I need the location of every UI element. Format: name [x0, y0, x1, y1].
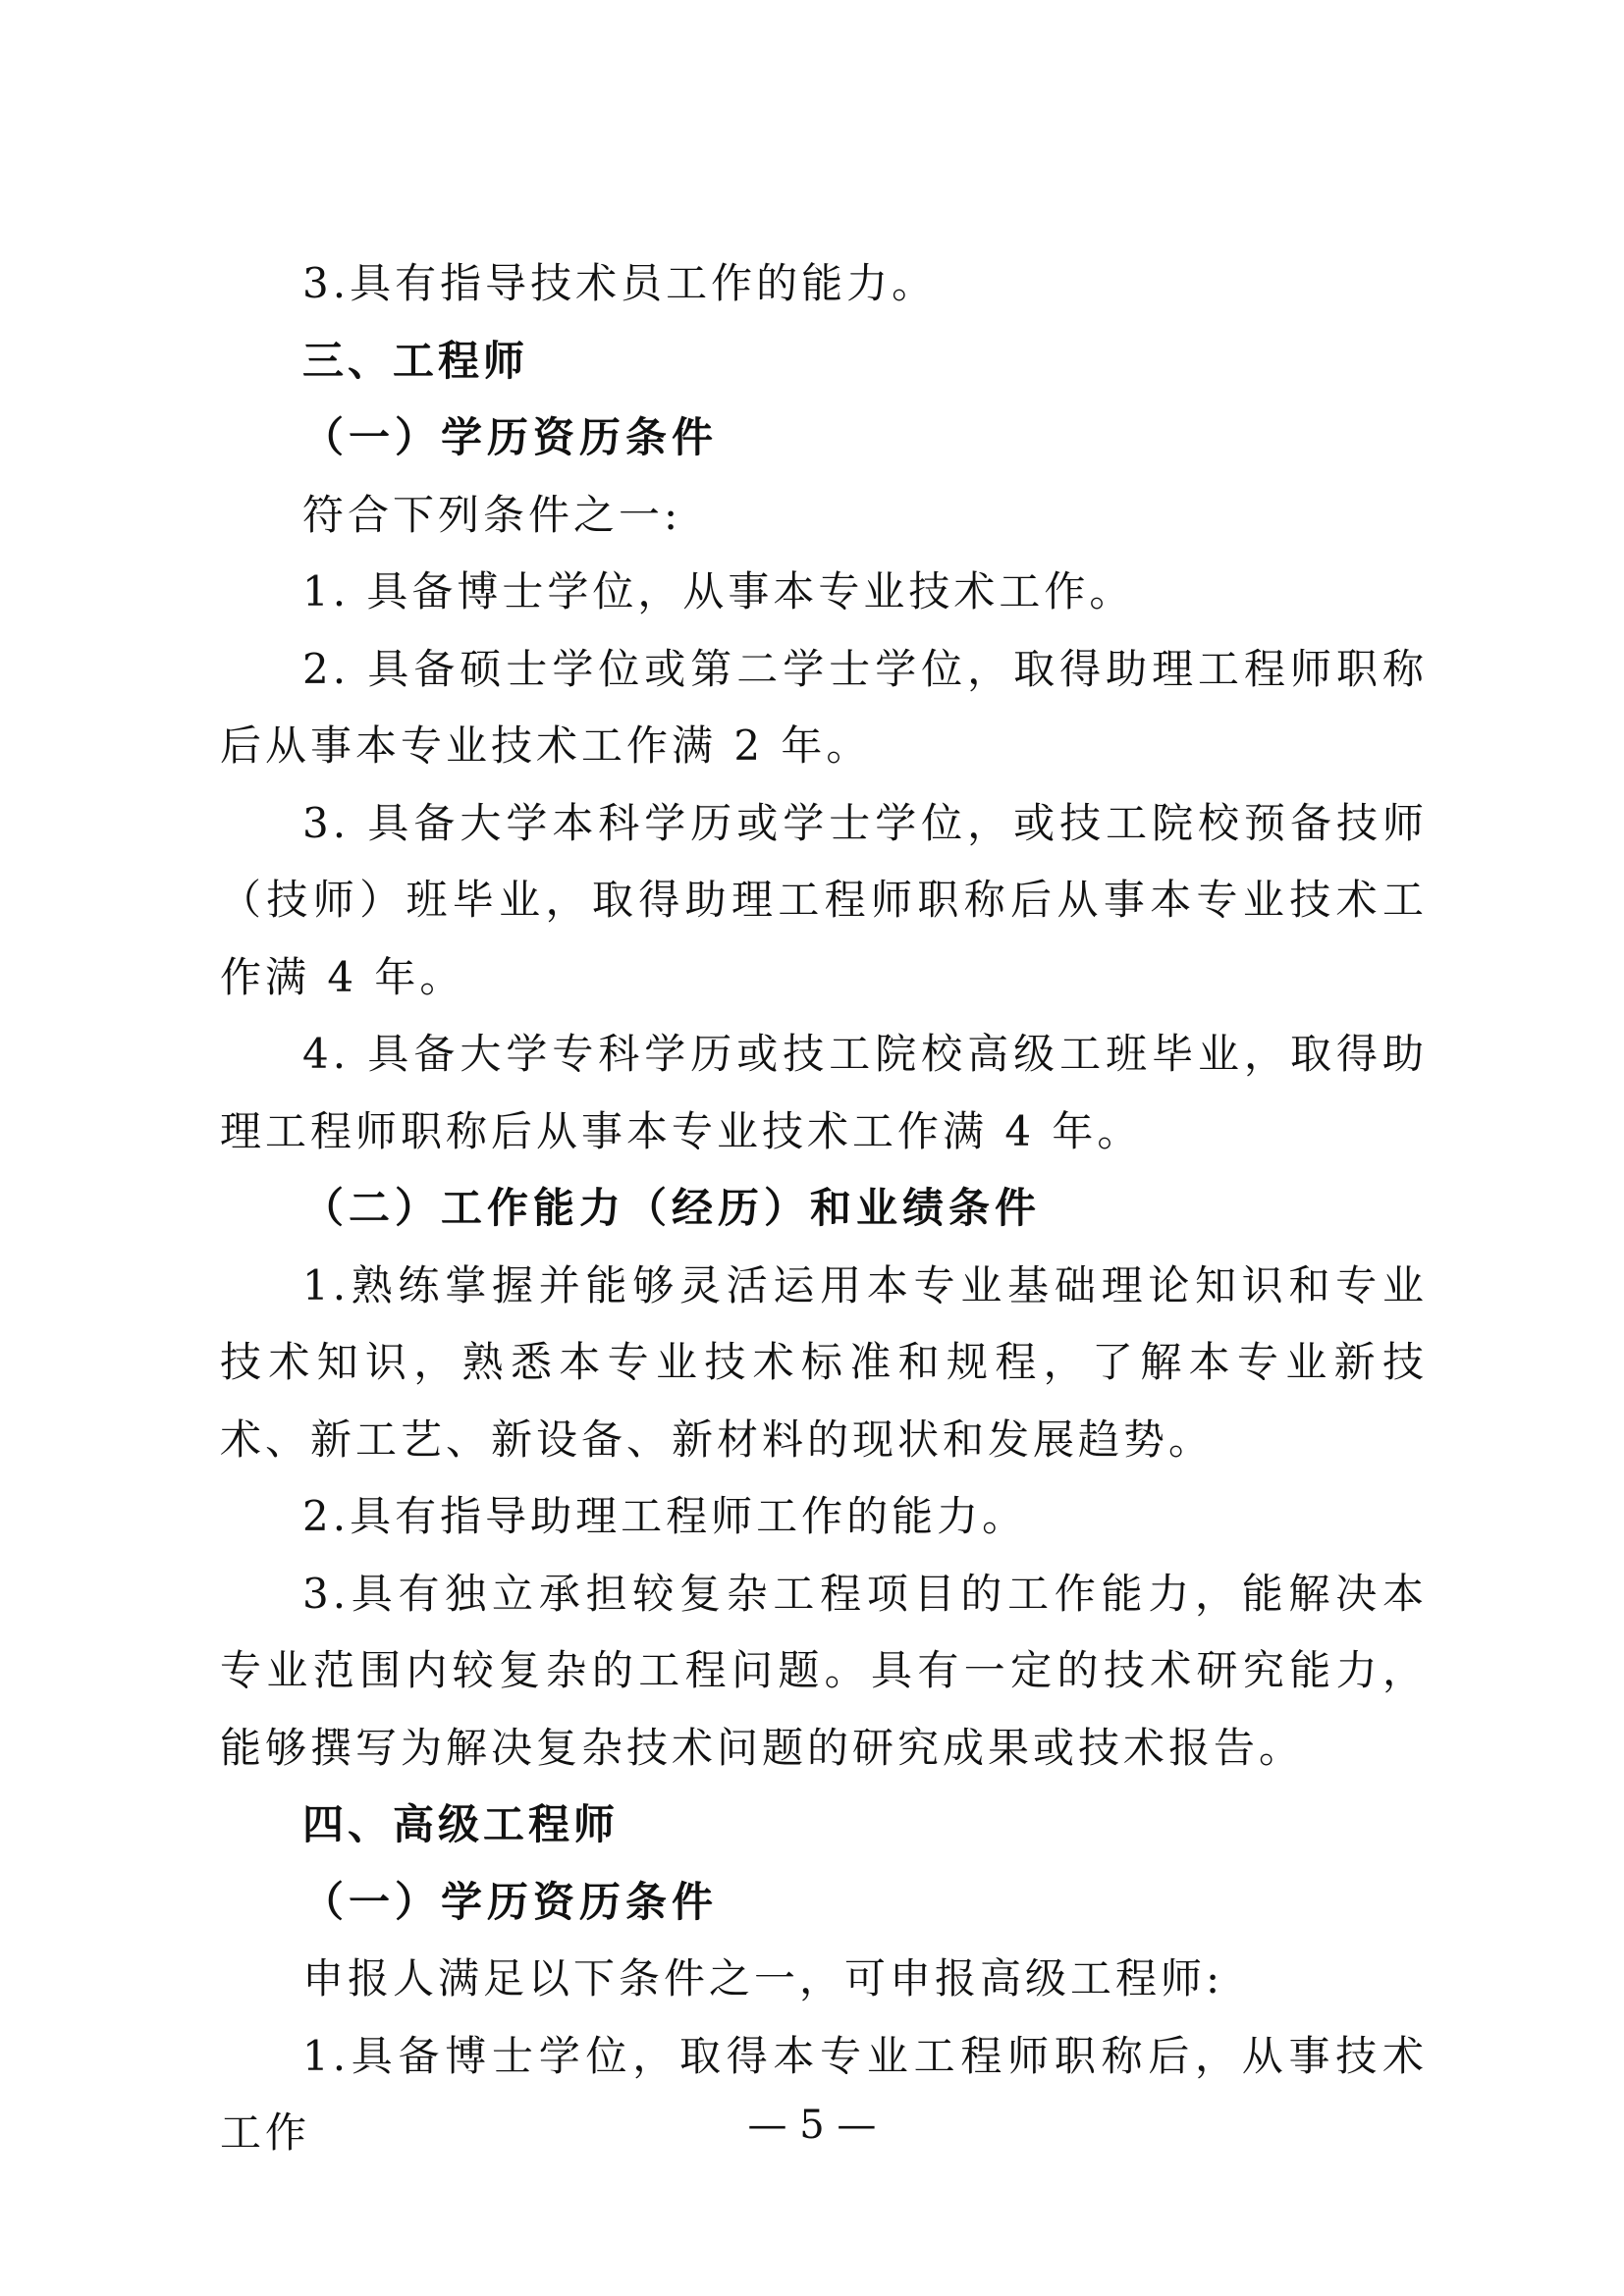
paragraph-body: 2. 具备硕士学位或第二学士学位，取得助理工程师职称后从事本专业技术工作满 2 年。: [220, 644, 1428, 770]
paragraph-body: 1.熟练掌握并能够灵活运用本专业基础理论知识和专业技术知识，熟悉本专业技术标准和规程，了解本专业新技术、新工艺、新设备、新材料的现状和发展趋势。: [220, 1260, 1428, 1464]
paragraph-body: 2.具有指导助理工程师工作的能力。: [302, 1492, 1028, 1540]
paragraph-body: 3.具有独立承担较复杂工程项目的工作能力，能解决本专业范围内较复杂的工程问题。具有一定的技术研究能力，能够撰写为解决复杂技术问题的研究成果或技术报告。: [220, 1569, 1428, 1772]
subheading-ability: （二）工作能力（经历）和业绩条件: [302, 1184, 1042, 1232]
section-heading-engineer: 三、工程师: [302, 336, 529, 385]
subheading-education: （一）学历资历条件: [302, 413, 719, 461]
page-number: — 5 —: [747, 2103, 877, 2148]
document-body: [220, 245, 1428, 2172]
paragraph-body: 符合下列条件之一:: [302, 490, 682, 539]
paragraph-body: 3. 具备大学本科学历或学士学位，或技工院校预备技师（技师）班毕业，取得助理工程师职称后从事本专业技术工作满 4 年。: [220, 798, 1428, 1001]
paragraph-body: 3.具有指导技术员工作的能力。: [302, 259, 938, 307]
paragraph-body: 4. 具备大学专科学历或技工院校高级工班毕业，取得助理工程师职称后从事本专业技术工作满 4 年。: [220, 1030, 1428, 1155]
subheading-education: （一）学历资历条件: [302, 1877, 719, 1926]
paragraph-body: 1.具备博士学位，取得本专业工程师职称后，从事技术工作: [220, 2031, 1428, 2157]
paragraph-body: 申报人满足以下条件之一，可申报高级工程师:: [302, 1954, 1224, 2002]
paragraph-body: 1. 具备博士学位，从事本专业技术工作。: [302, 567, 1135, 615]
section-heading-senior-engineer: 四、高级工程师: [302, 1800, 620, 1848]
